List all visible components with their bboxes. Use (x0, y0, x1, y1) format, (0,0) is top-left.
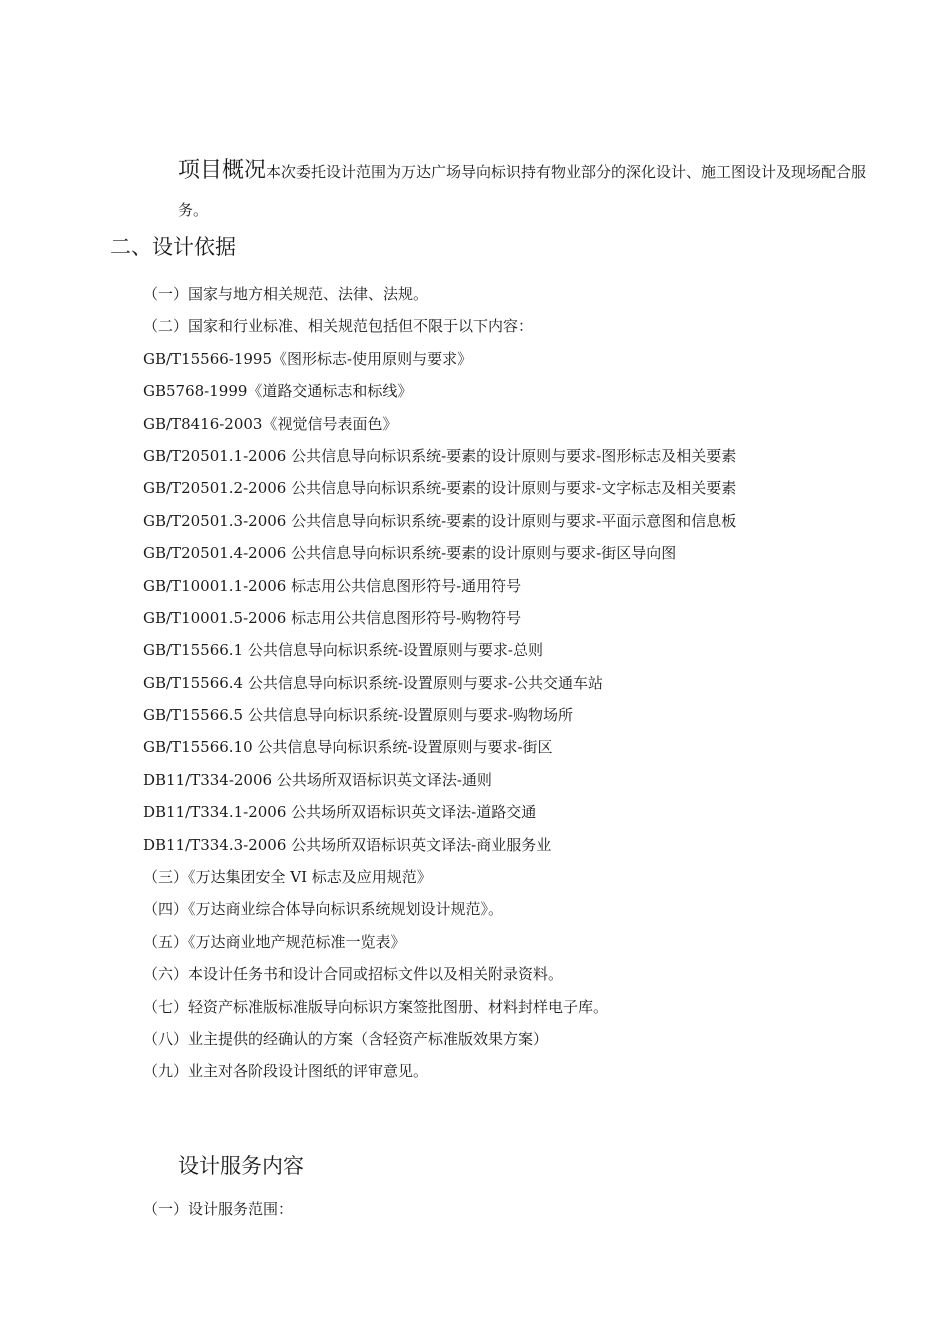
list-item: （九）业主对各阶段设计图纸的评审意见。 (143, 1062, 429, 1081)
list-item: （三）《万达集团安全 VI 标志及应用规范》 (143, 868, 432, 887)
design-basis-list (143, 278, 903, 1088)
service-scope-subheading: （一）设计服务范围： (143, 1200, 294, 1218)
list-item: （七）轻资产标准版标准版导向标识方案签批图册、材料封样电子库。 (143, 997, 609, 1016)
list-item: GB/T15566-1995《图形标志-使用原则与要求》 (143, 349, 473, 368)
list-item: GB/T10001.1-2006 标志用公共信息图形符号-通用符号 (143, 576, 522, 595)
list-item: GB/T15566.5 公共信息导向标识系统-设置原则与要求-购物场所 (143, 706, 573, 725)
list-item: GB/T20501.1-2006 公共信息导向标识系统-要素的设计原则与要求-图形标志及相关要素 (143, 446, 737, 465)
list-item: DB11/T334.1-2006 公共场所双语标识英文译法-道路交通 (143, 803, 537, 822)
project-overview-text: 本次委托设计范围为万达广场导向标识持有物业部分的深化设计、施工图设计及现场配合服务。 (178, 163, 867, 219)
list-item: GB/T20501.3-2006 公共信息导向标识系统-要素的设计原则与要求-平面示意图和信息板 (143, 511, 737, 530)
project-overview-paragraph (178, 152, 868, 229)
list-item: （五）《万达商业地产规范标准一览表》 (143, 932, 406, 951)
list-item: GB/T15566.10 公共信息导向标识系统-设置原则与要求-街区 (143, 738, 553, 757)
list-item: GB/T15566.4 公共信息导向标识系统-设置原则与要求-公共交通车站 (143, 673, 604, 692)
list-item: （八）业主提供的经确认的方案（含轻资产标准版效果方案） (143, 1029, 549, 1048)
list-item: GB/T20501.2-2006 公共信息导向标识系统-要素的设计原则与要求-文字标志及相关要素 (143, 479, 737, 498)
section-design-basis-heading: 二、设计依据 (110, 235, 236, 259)
list-item: DB11/T334-2006 公共场所双语标识英文译法-通则 (143, 770, 492, 789)
list-item: GB/T10001.5-2006 标志用公共信息图形符号-购物符号 (143, 608, 522, 627)
list-item: （二）国家和行业标准、相关规范包括但不限于以下内容： (143, 317, 534, 336)
list-item: DB11/T334.3-2006 公共场所双语标识英文译法-商业服务业 (143, 835, 552, 854)
list-item: GB/T15566.1 公共信息导向标识系统-设置原则与要求-总则 (143, 641, 543, 660)
list-item: （四）《万达商业综合体导向标识系统规划设计规范》。 (143, 900, 504, 919)
list-item: （六）本设计任务书和设计合同或招标文件以及相关附录资料。 (143, 965, 564, 984)
list-item: GB5768-1999《道路交通标志和标线》 (143, 382, 413, 401)
project-overview-heading: 项目概况 (178, 158, 267, 183)
list-item: GB/T20501.4-2006 公共信息导向标识系统-要素的设计原则与要求-街区导向图 (143, 544, 677, 563)
list-item: （一）国家与地方相关规范、法律、法规。 (143, 285, 429, 303)
list-item: GB/T8416-2003《视觉信号表面色》 (143, 414, 398, 433)
section-service-content-heading: 设计服务内容 (178, 1154, 304, 1178)
